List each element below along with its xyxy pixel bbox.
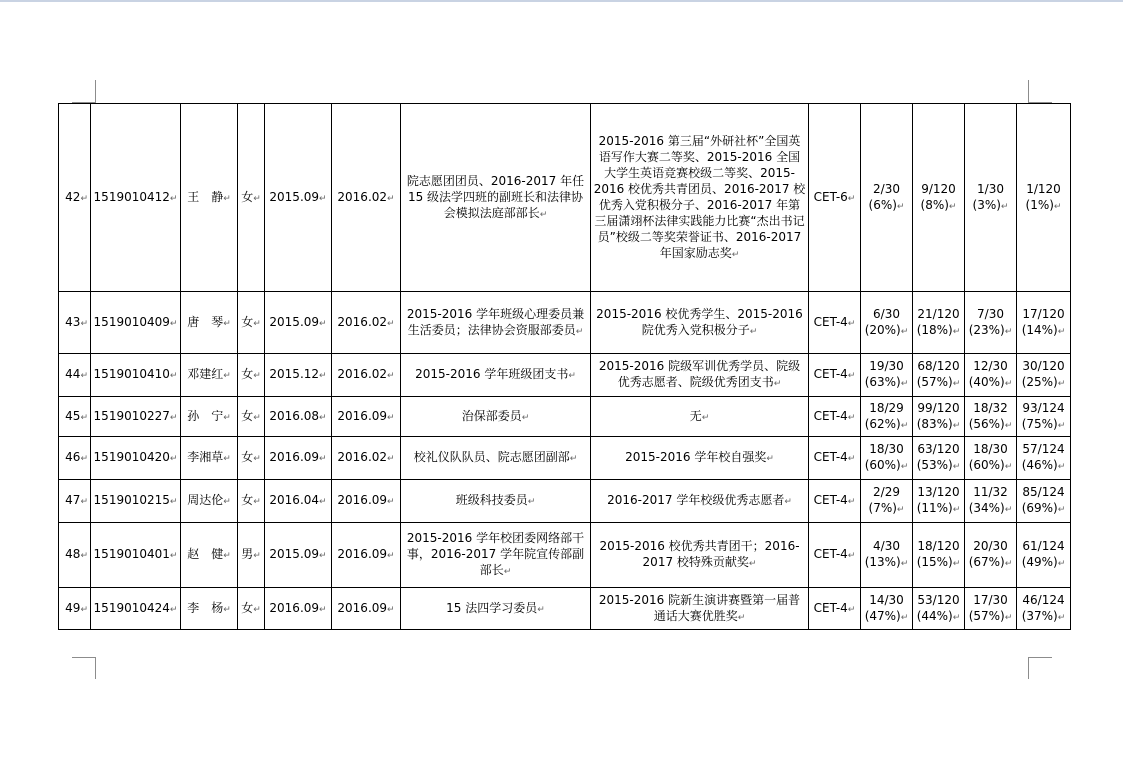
cell-rank-1: 2/30 (6%)↵ xyxy=(861,104,913,292)
cell-rank-2: 13/120 (11%)↵ xyxy=(913,480,965,523)
cell-gender: 女↵ xyxy=(238,354,265,397)
cell-gender: 女↵ xyxy=(238,480,265,523)
cell-cet: CET-4↵ xyxy=(809,292,861,354)
cell-no: 43↵ xyxy=(59,292,91,354)
table-row xyxy=(59,354,1071,397)
cell-rank-3: 20/30 (67%)↵ xyxy=(965,523,1017,588)
cell-duty: 班级科技委员↵ xyxy=(401,480,591,523)
cell-gender: 女↵ xyxy=(238,292,265,354)
cell-no: 48↵ xyxy=(59,523,91,588)
cell-no: 46↵ xyxy=(59,437,91,480)
cell-name: 赵 健↵ xyxy=(181,523,238,588)
table-row xyxy=(59,104,1071,292)
cell-name: 王 静↵ xyxy=(181,104,238,292)
cell-student-id: 1519010412↵ xyxy=(91,104,181,292)
cell-student-id: 1519010420↵ xyxy=(91,437,181,480)
cell-no: 47↵ xyxy=(59,480,91,523)
cell-award: 2015-2016 学年校自强奖↵ xyxy=(591,437,809,480)
crop-mark-bottom-right-v xyxy=(1028,657,1029,679)
crop-mark-bottom-right-h xyxy=(1028,657,1052,658)
cell-rank-1: 19/30 (63%)↵ xyxy=(861,354,913,397)
cell-start: 2015.09↵ xyxy=(265,523,332,588)
cell-rank-4: 93/124 (75%)↵ xyxy=(1017,397,1071,437)
crop-mark-bottom-left-v xyxy=(95,657,96,679)
table-row xyxy=(59,437,1071,480)
cell-cet: CET-4↵ xyxy=(809,397,861,437)
cell-rank-3: 12/30 (40%)↵ xyxy=(965,354,1017,397)
cell-end: 2016.09↵ xyxy=(332,523,401,588)
cell-award: 2015-2016 院新生演讲赛暨第一届普通话大赛优胜奖↵ xyxy=(591,588,809,630)
cell-end: 2016.09↵ xyxy=(332,480,401,523)
cell-start: 2016.09↵ xyxy=(265,437,332,480)
cell-name: 孙 宁↵ xyxy=(181,397,238,437)
cell-no: 44↵ xyxy=(59,354,91,397)
table-row xyxy=(59,397,1071,437)
cell-gender: 女↵ xyxy=(238,437,265,480)
cell-no: 49↵ xyxy=(59,588,91,630)
cell-gender: 男↵ xyxy=(238,523,265,588)
cell-rank-4: 85/124 (69%)↵ xyxy=(1017,480,1071,523)
cell-gender: 女↵ xyxy=(238,397,265,437)
cell-cet: CET-4↵ xyxy=(809,588,861,630)
cell-rank-4: 57/124 (46%)↵ xyxy=(1017,437,1071,480)
cell-student-id: 1519010227↵ xyxy=(91,397,181,437)
cell-start: 2015.12↵ xyxy=(265,354,332,397)
cell-cet: CET-4↵ xyxy=(809,354,861,397)
cell-end: 2016.09↵ xyxy=(332,588,401,630)
cell-end: 2016.02↵ xyxy=(332,104,401,292)
cell-gender: 女↵ xyxy=(238,588,265,630)
cell-student-id: 1519010409↵ xyxy=(91,292,181,354)
cell-name: 周达伦↵ xyxy=(181,480,238,523)
cell-duty: 校礼仪队队员、院志愿团副部↵ xyxy=(401,437,591,480)
cell-start: 2016.09↵ xyxy=(265,588,332,630)
cell-rank-3: 18/32 (56%)↵ xyxy=(965,397,1017,437)
cell-student-id: 1519010401↵ xyxy=(91,523,181,588)
cell-rank-3: 18/30 (60%)↵ xyxy=(965,437,1017,480)
cell-gender: 女↵ xyxy=(238,104,265,292)
crop-mark-bottom-left-h xyxy=(72,657,96,658)
cell-rank-1: 6/30 (20%)↵ xyxy=(861,292,913,354)
cell-award: 无↵ xyxy=(591,397,809,437)
cell-no: 42↵ xyxy=(59,104,91,292)
cell-rank-3: 7/30 (23%)↵ xyxy=(965,292,1017,354)
crop-mark-top-right-v xyxy=(1028,80,1029,102)
cell-rank-2: 9/120 (8%)↵ xyxy=(913,104,965,292)
table-row xyxy=(59,292,1071,354)
cell-student-id: 1519010424↵ xyxy=(91,588,181,630)
cell-award: 2015-2016 第三届“外研社杯”全国英语写作大赛二等奖、2015-2016 全国大学生英语竞赛校级二等奖、2015-2016 校优秀共青团员、2016-2017 校优秀入党积极分子、2016-2017 年第三届潇翊杯法律实践能力比赛“杰出书记员”校级二等奖荣誉证书、2016-2017 年国家励志奖↵ xyxy=(591,104,809,292)
cell-rank-3: 1/30 (3%)↵ xyxy=(965,104,1017,292)
cell-rank-4: 1/120 (1%)↵ xyxy=(1017,104,1071,292)
cell-rank-1: 18/30 (60%)↵ xyxy=(861,437,913,480)
cell-duty: 15 法四学习委员↵ xyxy=(401,588,591,630)
cell-duty: 2015-2016 学年校团委网络部干事，2016-2017 学年院宣传部副部长↵ xyxy=(401,523,591,588)
cell-duty: 2015-2016 学年班级团支书↵ xyxy=(401,354,591,397)
table-row xyxy=(59,523,1071,588)
cell-award: 2015-2016 院级军训优秀学员、院级优秀志愿者、院级优秀团支书↵ xyxy=(591,354,809,397)
cell-rank-1: 4/30 (13%)↵ xyxy=(861,523,913,588)
cell-award: 2015-2016 校优秀学生、2015-2016 院优秀入党积极分子↵ xyxy=(591,292,809,354)
table-row xyxy=(59,588,1071,630)
cell-no: 45↵ xyxy=(59,397,91,437)
cell-start: 2016.08↵ xyxy=(265,397,332,437)
cell-start: 2015.09↵ xyxy=(265,292,332,354)
cell-rank-1: 14/30 (47%)↵ xyxy=(861,588,913,630)
cell-rank-4: 30/120 (25%)↵ xyxy=(1017,354,1071,397)
cell-name: 李 杨↵ xyxy=(181,588,238,630)
cell-cet: CET-6↵ xyxy=(809,104,861,292)
cell-rank-4: 46/124 (37%)↵ xyxy=(1017,588,1071,630)
cell-student-id: 1519010215↵ xyxy=(91,480,181,523)
cell-name: 邓建红↵ xyxy=(181,354,238,397)
table-row xyxy=(59,480,1071,523)
cell-end: 2016.02↵ xyxy=(332,354,401,397)
cell-cet: CET-4↵ xyxy=(809,437,861,480)
cell-start: 2015.09↵ xyxy=(265,104,332,292)
cell-rank-2: 63/120 (53%)↵ xyxy=(913,437,965,480)
student-table xyxy=(58,103,1071,630)
cell-rank-2: 21/120 (18%)↵ xyxy=(913,292,965,354)
cell-rank-3: 17/30 (57%)↵ xyxy=(965,588,1017,630)
cell-award: 2016-2017 学年校级优秀志愿者↵ xyxy=(591,480,809,523)
cell-name: 唐 琴↵ xyxy=(181,292,238,354)
cell-rank-1: 18/29 (62%)↵ xyxy=(861,397,913,437)
cell-end: 2016.02↵ xyxy=(332,437,401,480)
cell-end: 2016.09↵ xyxy=(332,397,401,437)
cell-rank-1: 2/29 (7%)↵ xyxy=(861,480,913,523)
cell-rank-4: 61/124 (49%)↵ xyxy=(1017,523,1071,588)
cell-start: 2016.04↵ xyxy=(265,480,332,523)
window-top-border xyxy=(0,0,1123,2)
cell-end: 2016.02↵ xyxy=(332,292,401,354)
cell-name: 李湘草↵ xyxy=(181,437,238,480)
cell-rank-3: 11/32 (34%)↵ xyxy=(965,480,1017,523)
cell-cet: CET-4↵ xyxy=(809,480,861,523)
cell-award: 2015-2016 校优秀共青团干；2016-2017 校特殊贡献奖↵ xyxy=(591,523,809,588)
cell-rank-2: 18/120 (15%)↵ xyxy=(913,523,965,588)
cell-rank-2: 68/120 (57%)↵ xyxy=(913,354,965,397)
cell-duty: 2015-2016 学年班级心理委员兼生活委员；法律协会资服部委员↵ xyxy=(401,292,591,354)
crop-mark-top-left-v xyxy=(95,80,96,102)
cell-duty: 治保部委员↵ xyxy=(401,397,591,437)
cell-rank-2: 53/120 (44%)↵ xyxy=(913,588,965,630)
cell-duty: 院志愿团团员、2016-2017 年任 15 级法学四班的副班长和法律协会模拟法庭部部长↵ xyxy=(401,104,591,292)
cell-cet: CET-4↵ xyxy=(809,523,861,588)
cell-rank-2: 99/120 (83%)↵ xyxy=(913,397,965,437)
cell-student-id: 1519010410↵ xyxy=(91,354,181,397)
cell-rank-4: 17/120 (14%)↵ xyxy=(1017,292,1071,354)
